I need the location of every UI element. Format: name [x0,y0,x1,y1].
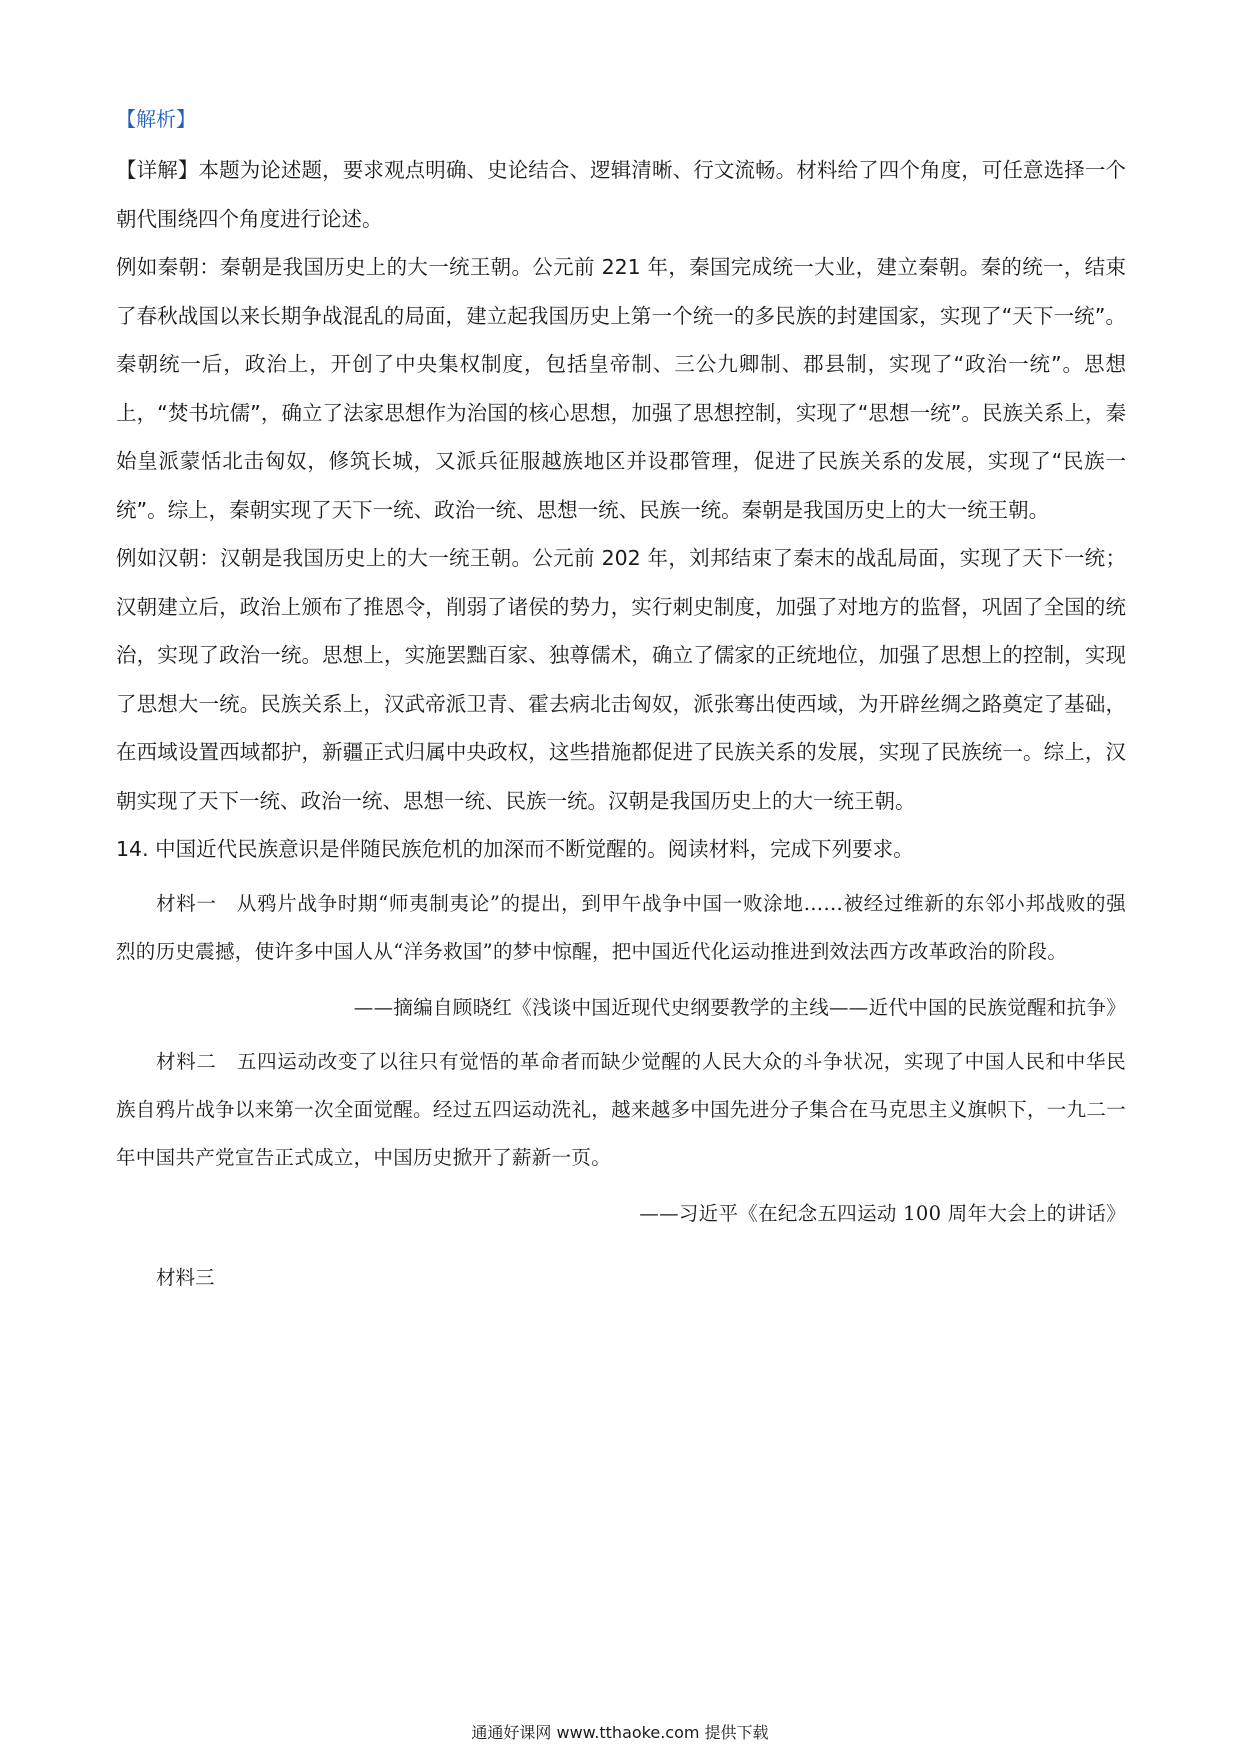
question-14: 14. 中国近代民族意识是伴随民族危机的加深而不断觉醒的。阅读材料，完成下列要求。 [116,837,914,861]
material-2: 材料二 五四运动改变了以往只有觉悟的革命者而缺少觉醒的人民大众的斗争状况，实现了中国人民和中华民族自鸦片战争以来第一次全面觉醒。经过五四运动洗礼，越来越多中国先进分子集合在马克思主义旗帜下，一九二一年中国共产党宣告正式成立，中国历史掀开了薪新一页。 [116,1049,1126,1169]
material-3-title: 材料三 [156,1265,215,1289]
material-1-source: ——摘编自顾晓红《浅谈中国近现代史纲要教学的主线——近代中国的民族觉醒和抗争》 [353,995,1126,1019]
detail-paragraph [116,146,1126,243]
material-2-source: ——习近平《在纪念五四运动 100 周年大会上的讲话》 [639,1201,1126,1225]
han-example-paragraph: 例如汉朝：汉朝是我国历史上的大一统王朝。公元前 202 年，刘邦结束了秦末的战乱局面，实现了天下一统；汉朝建立后，政治上颁布了推恩令，削弱了诸侯的势力，实行刺史制度，加强了对地方的监督，巩固了全国的统治，实现了政治一统。思想上，实施罢黜百家、独尊儒术，确立了儒家的正统地位，加强了思想上的控制，实现了思想大一统。民族关系上，汉武帝派卫青、霍去病北击匈奴，派张骞出使西域，为开辟丝绸之路奠定了基础，在西域设置西域都护，新疆正式归属中央政权，这些措施都促进了民族关系的发展，实现了民族统一。综上，汉朝实现了天下一统、政治一统、思想一统、民族一统。汉朝是我国历史上的大一统王朝。 [116,546,1126,813]
footer-watermark: 通通好课网 www.tthaoke.com 提供下载 [471,1723,769,1742]
detail-lead: 【详解】 [116,158,199,182]
material-1: 材料一 从鸦片战争时期“师夷制夷论”的提出，到甲午战争中国一败涂地……被经过维新的东邻小邦战败的强烈的历史震撼，使许多中国人从“洋务救国”的梦中惊醒，把中国近代化运动推进到效法西方改革政治的阶段。 [116,891,1126,963]
page-content [116,100,1126,1302]
detail-text: 本题为论述题，要求观点明确、史论结合、逻辑清晰、行文流畅。材料给了四个角度，可任意选择一个朝代围绕四个角度进行论述。 [116,158,1127,231]
analysis-heading: 【解析】 [116,107,196,131]
qin-example-paragraph: 例如秦朝：秦朝是我国历史上的大一统王朝。公元前 221 年，秦国完成统一大业，建立秦朝。秦的统一，结束了春秋战国以来长期争战混乱的局面，建立起我国历史上第一个统一的多民族的封建国家，实现了“天下一统”。秦朝统一后，政治上，开创了中央集权制度，包括皇帝制、三公九卿制、郡县制，实现了“政治一统”。思想上，“焚书坑儒”，确立了法家思想作为治国的核心思想，加强了思想控制，实现了“思想一统”。民族关系上，秦始皇派蒙恬北击匈奴，修筑长城，又派兵征服越族地区并设郡管理，促进了民族关系的发展，实现了“民族一统”。综上，秦朝实现了天下一统、政治一统、思想一统、民族一统。秦朝是我国历史上的大一统王朝。 [116,255,1126,522]
